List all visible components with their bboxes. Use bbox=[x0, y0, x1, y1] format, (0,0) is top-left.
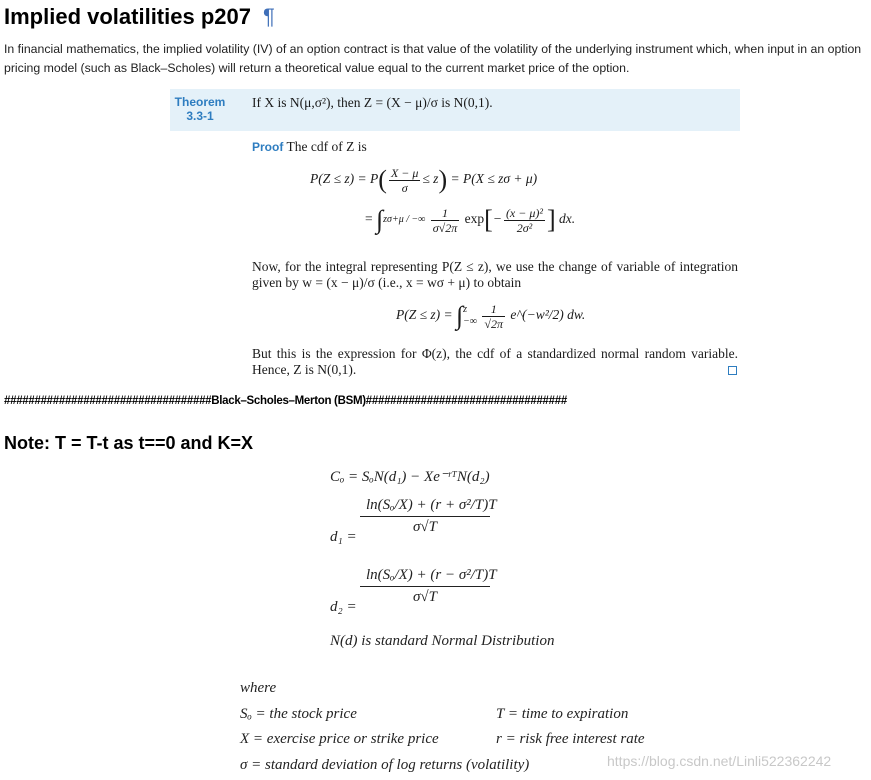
eq2-exp: exp bbox=[464, 211, 485, 227]
d1-fraction bbox=[360, 497, 497, 536]
eq2-equals: = bbox=[365, 211, 373, 227]
eq3-fraction bbox=[482, 302, 505, 331]
eq1-condition: ≤ z bbox=[422, 171, 439, 187]
eq1-open-paren: ( bbox=[378, 165, 387, 194]
eq2-denominator: σ√2π bbox=[432, 220, 458, 235]
eq2-numerator: 1 bbox=[442, 205, 448, 220]
eq2-fraction bbox=[431, 206, 460, 235]
page-title bbox=[4, 2, 275, 32]
def-volatility: σ = standard deviation of log returns (volatility) bbox=[240, 757, 530, 773]
eq2-integral-sign: ∫ bbox=[376, 205, 384, 234]
d1-numerator: ln(Sₒ/X) + (r + σ²/T)T bbox=[360, 497, 490, 517]
eq1-denominator: σ bbox=[389, 180, 420, 195]
watermark: https://blog.csdn.net/Linli522362242 bbox=[607, 753, 832, 769]
d1-label: d₁ = bbox=[330, 529, 357, 545]
eq3-lhs: P(Z ≤ z) = bbox=[396, 307, 453, 323]
eq2-exp-numerator: (x − μ)² bbox=[505, 205, 543, 220]
eq1-numerator: X − μ bbox=[390, 165, 419, 180]
textbook-excerpt bbox=[170, 89, 745, 389]
theorem-label bbox=[172, 95, 228, 123]
theorem-label-word: Theorem bbox=[174, 95, 226, 109]
d2-label: d₂ = bbox=[330, 599, 357, 615]
eq2-limits: zσ+μ / −∞ bbox=[383, 214, 426, 225]
call-price-formula: Cₒ = SₒN(d₁) − Xe⁻ʳᵀN(d₂) bbox=[330, 469, 490, 485]
d2-fraction bbox=[360, 567, 497, 606]
title-text: Implied volatilities p207 bbox=[4, 4, 251, 29]
eq2-open-bracket: [ bbox=[484, 205, 493, 234]
eq3-integral-sign: ∫ bbox=[456, 301, 464, 330]
proof-intro bbox=[252, 139, 367, 155]
permalink-pilcrow-icon[interactable]: ¶ bbox=[262, 4, 275, 29]
normal-distribution-note: N(d) is standard Normal Distribution bbox=[330, 633, 555, 649]
proof-paragraph-change-of-variable: Now, for the integral representing P(Z ≤ z), we use the change of variable of integration given by w = (x − μ)/σ (i.e., x = wσ + μ) to obtain bbox=[252, 259, 738, 290]
eq2-close-bracket: ] bbox=[546, 205, 556, 234]
def-risk-free-rate: r = risk free interest rate bbox=[496, 731, 645, 747]
eq2-exp-fraction bbox=[504, 206, 545, 235]
def-stock-price: Sₒ = the stock price bbox=[240, 706, 357, 722]
d2-denominator: σ√T bbox=[413, 589, 437, 605]
proof-label: Proof bbox=[252, 140, 284, 154]
eq1-close-paren: ) bbox=[438, 165, 448, 194]
eq3-upper-limit: z bbox=[463, 304, 468, 315]
note-heading: Note: T = T-t as t==0 and K=X bbox=[4, 433, 254, 453]
eq1-fraction bbox=[389, 166, 420, 195]
theorem-number: 3.3-1 bbox=[186, 109, 214, 123]
bsm-divider: ##################################Black–Scholes–Merton (BSM)################################# bbox=[4, 395, 567, 407]
eq3-limits bbox=[463, 304, 477, 328]
eq1-lhs: P(Z ≤ z) = P bbox=[310, 171, 379, 187]
bsm-formula-block bbox=[330, 465, 610, 655]
theorem-statement: If X is N(μ,σ²), then Z = (X − μ)/σ is N(0,1). bbox=[252, 95, 493, 110]
equation-integral-x: = ∫zσ+μ / −∞ $\frac{1}{\sigma√2\pi}$ exp[− $\frac{\text{(x − μ)²}}{\text{2σ²}}$ ] dx. bbox=[365, 205, 576, 235]
eq3-numerator: 1 bbox=[490, 301, 497, 316]
eq1-rhs: = P(X ≤ zσ + μ) bbox=[450, 171, 538, 187]
eq2-exp-denominator: 2σ² bbox=[504, 220, 545, 235]
equation-integral-w bbox=[396, 301, 585, 331]
theorem-box bbox=[170, 89, 740, 131]
eq3-tail: e^(−w²/2) dw. bbox=[510, 307, 586, 323]
eq2-tail: dx. bbox=[559, 211, 576, 227]
d2-numerator: ln(Sₒ/X) + (r − σ²/T)T bbox=[360, 567, 490, 587]
equation-cdf-z bbox=[310, 165, 537, 195]
d1-denominator: σ√T bbox=[413, 519, 437, 535]
where-label: where bbox=[240, 680, 277, 696]
def-time-to-expiration: T = time to expiration bbox=[496, 706, 629, 722]
def-strike-price: X = exercise price or strike price bbox=[240, 731, 439, 747]
eq3-denominator: √2π bbox=[484, 316, 504, 331]
eq3-lower-limit: −∞ bbox=[463, 316, 478, 327]
qed-square-icon bbox=[728, 366, 737, 375]
proof-intro-text: The cdf of Z is bbox=[286, 139, 367, 154]
proof-paragraph-conclusion: But this is the expression for Φ(z), the cdf of a standardized normal random variable. Hence, Z is N(0,1). bbox=[252, 346, 738, 377]
intro-paragraph: In financial mathematics, the implied volatility (IV) of an option contract is that value of the volatility of the underlying instrument which, when input in an option pricing model (such as Black–Scholes) will return a theoretical value equal to the current market price of the option. bbox=[4, 42, 862, 75]
